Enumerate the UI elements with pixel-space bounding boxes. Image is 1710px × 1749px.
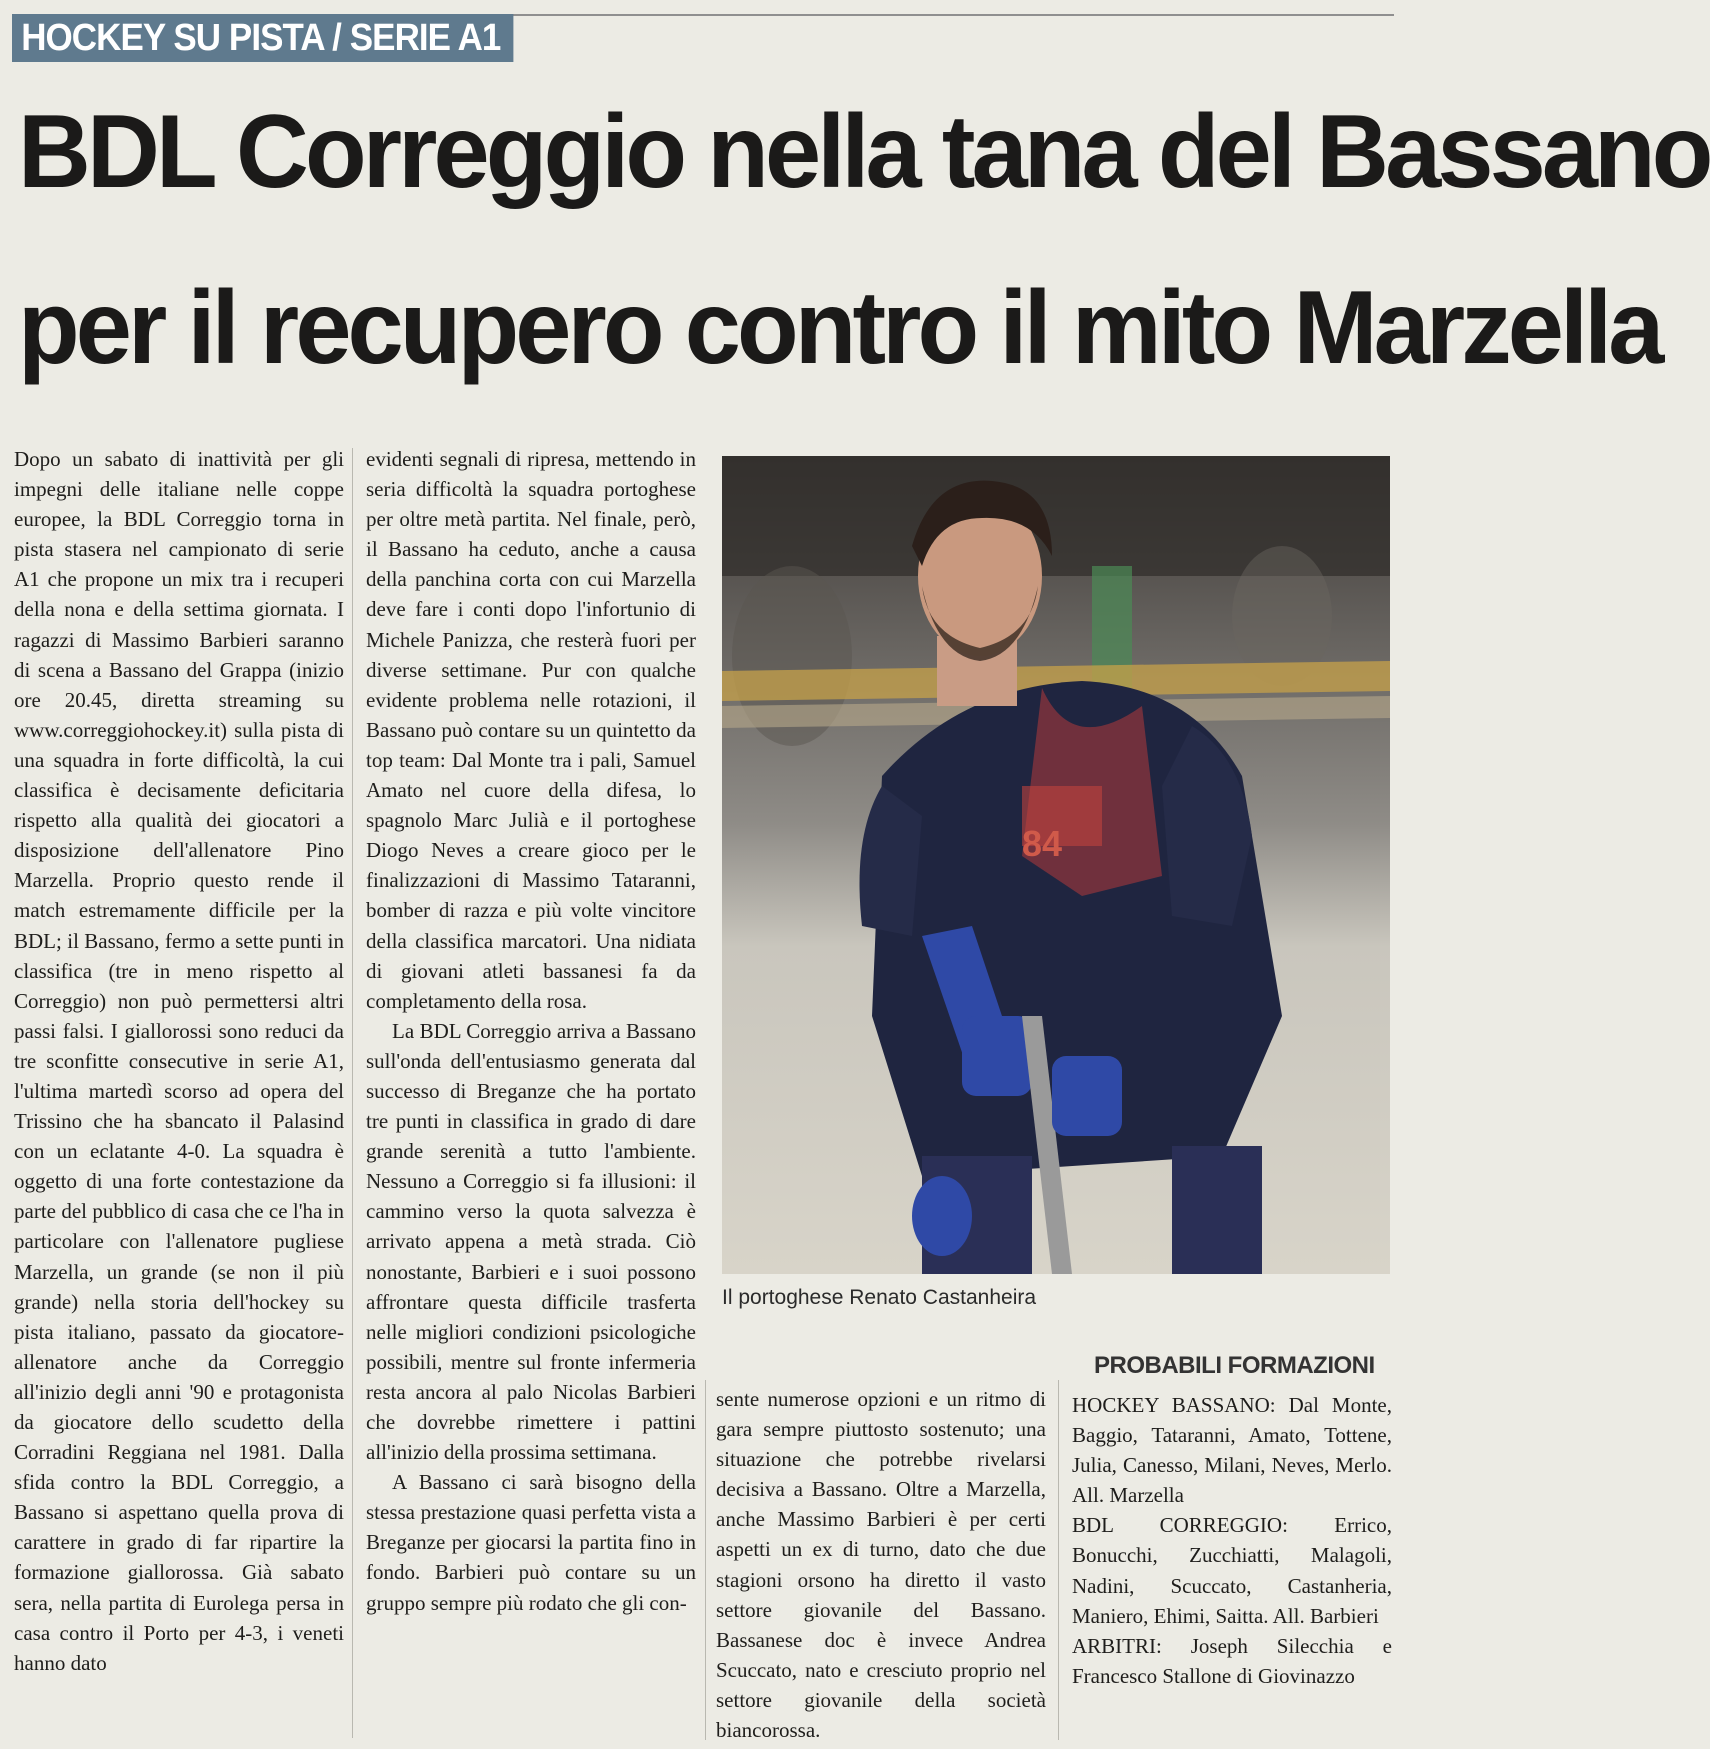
article-column-2 <box>366 444 696 1618</box>
article-column-1 <box>14 444 344 1678</box>
lineups-title: PROBABILI FORMAZIONI <box>1094 1352 1375 1379</box>
article-paragraph: A Bassano ci sarà bisogno della stessa prestazione quasi perfetta vista a Breganze per giocarsi la partita fino in fondo. Barbieri può contare su un gruppo sempre più rodato che gli con- <box>366 1470 696 1615</box>
lineups-box <box>1072 1390 1392 1691</box>
article-column-3 <box>716 1384 1046 1745</box>
headline-line-2: per il recupero contro il mito Marzella <box>18 270 1661 386</box>
column-rule <box>705 1380 706 1740</box>
article-paragraph: sente numerose opzioni e un ritmo di gara sempre piuttosto sostenuto; una situazione che potrebbe rivelarsi decisiva a Bassano. Oltre a Marzella, anche Massimo Barbieri è per certi aspetti un ex di turno, dato che due stagioni orsono ha diretto il vasto settore giovanile del Bassano. Bassanese doc è invece Andrea Scuccato, nato e cresciuto proprio nel settore giovanile della società biancorossa. <box>716 1387 1046 1743</box>
headline-line-1: BDL Correggio nella tana del Bassano <box>18 94 1710 210</box>
lineup-arbitri-names: Joseph Silecchia e Francesco Stallone di Giovinazzo <box>1072 1633 1392 1688</box>
lineup-bassano-players: Dal Monte, Baggio, Tataranni, Amato, Tottene, Julia, Canesso, Milani, Neves, Merlo. All. Marzella <box>1072 1393 1392 1508</box>
column-rule <box>1058 1380 1059 1740</box>
lineup-correggio-players: Errico, Bonucchi, Zucchiatti, Malagoli, Nadini, Scuccato, Castanheria, Maniero, Ehimi, Saitta. All. Barbieri <box>1072 1513 1392 1628</box>
article-paragraph: evidenti segnali di ripresa, mettendo in seria difficoltà la squadra portoghese per oltre metà partita. Nel finale, però, il Bassano ha ceduto, anche a causa della panchina corta con cui Marzella deve fare i conti dopo l'infortunio di Michele Panizza, che resterà fuori per diverse settimane. Pur con qualche evidente problema nelle rotazioni, il Bassano può contare su un quintetto da top team: Dal Monte tra i pali, Samuel Amato nel cuore della difesa, lo spagnolo Marc Julià e il portoghese Diogo Neves a creare gioco per le finalizzazioni di Massimo Tataranni, bomber di razza e più volte vincitore della classifica marcatori. Una nidiata di giovani atleti bassanesi fa da completamento della rosa. <box>366 447 696 1013</box>
lineup-arbitri <box>1072 1631 1392 1691</box>
article-paragraph: Dopo un sabato di inattività per gli impegni delle italiane nelle coppe europee, la BDL Correggio torna in pista stasera nel campionato di serie A1 che propone un mix tra i recuperi della nona e della settima giornata. I ragazzi di Massimo Barbieri saranno di scena a Bassano del Grappa (inizio ore 20.45, diretta streaming su www.correggiohockey.it) sulla pista di una squadra in forte difficoltà, la cui classifica è decisamente deficitaria rispetto alla qualità dei giocatori a disposizione dell'allenatore Pino Marzella. Proprio questo rende il match estremamente difficile per la BDL; il Bassano, fermo a sette punti in classifica (tre in meno rispetto al Correggio) non può permettersi altri passi falsi. I giallorossi sono reduci da tre sconfitte consecutive in serie A1, l'ultima martedì scorso ad opera del Trissino che ha sbancato il Palasind con un eclatante 4-0. La squadra è oggetto di una forte contestazione da parte del pubblico di casa che ce l'ha in particolare con l'allenatore pugliese Marzella, un grande (se non il più grande) nella storia dell'hockey su pista italiano, passato da giocatore-allenatore anche da Correggio all'inizio degli anni '90 e protagonista da giocatore dello scudetto della Corradini Reggiana nel 1981. Dalla sfida contro la BDL Correggio, a Bassano si aspettano quella prova di carattere in grado di far ripartire la formazione giallorossa. Già sabato sera, nella partita di Eurolega persa in casa contro il Porto per 4-3, i veneti hanno dato <box>14 447 344 1675</box>
column-rule <box>352 448 353 1738</box>
jersey-number: 84 <box>1022 823 1063 864</box>
photo-caption: Il portoghese Renato Castanheira <box>722 1286 1037 1309</box>
section-kicker: HOCKEY SU PISTA / SERIE A1 <box>12 14 513 62</box>
lineup-correggio <box>1072 1510 1392 1630</box>
article-paragraph: La BDL Correggio arriva a Bassano sull'onda dell'entusiasmo generata dal successo di Breganze che ha portato tre punti in classifica in grado di dare grande serenità a tutto l'ambiente. Nessuno a Correggio si fa illusioni: il cammino verso la quota salvezza è arrivato appena a metà strada. Ciò nonostante, Barbieri e i suoi possono affrontare questa difficile trasferta nelle migliori condizioni psicologiche possibili, mentre sul fronte infermeria resta ancora al palo Nicolas Barbieri che dovrebbe rimettere i pattini all'inizio della prossima settimana. <box>366 1018 696 1465</box>
lineup-bassano <box>1072 1390 1392 1510</box>
lineup-arbitri-label: ARBITRI: <box>1072 1633 1162 1658</box>
player-photo <box>722 456 1390 1274</box>
lineup-correggio-label: BDL CORREGGIO: <box>1072 1513 1288 1538</box>
lineup-bassano-label: HOCKEY BASSANO: <box>1072 1393 1276 1417</box>
